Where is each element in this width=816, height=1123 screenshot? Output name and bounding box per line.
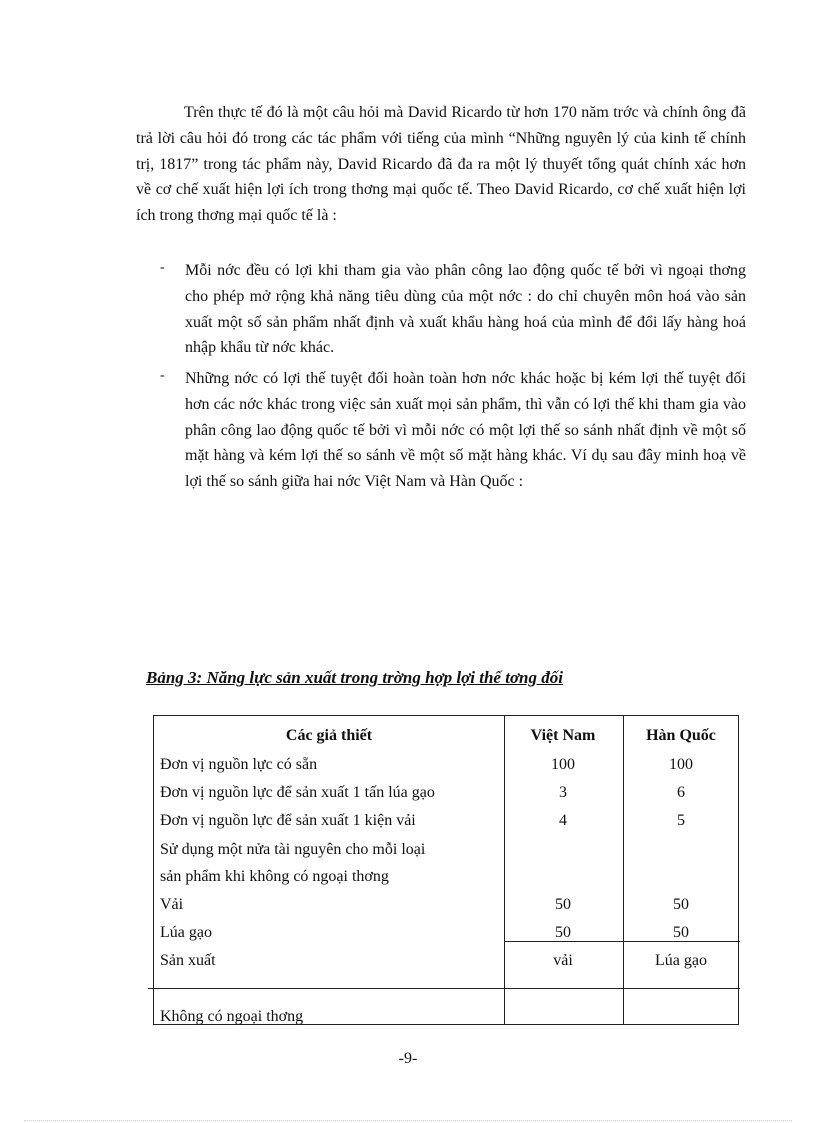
row-label: sản phẩm khi không có ngoại thơng [160,868,389,885]
vietnam-value: 50 [555,896,571,913]
table-row [154,807,740,835]
row-label: Không có ngoại thơng [160,1008,304,1025]
row-label: Đơn vị nguồn lực có sẵn [160,756,318,773]
row-label: Đơn vị nguồn lực để sản xuất 1 kiện vải [160,812,416,829]
korea-value: 50 [673,924,689,941]
bullet-text: Những nớc có lợi thế tuyệt đối hoàn toàn hơn nớc khác hoặc bị kém lợi thế tuyệt đối hơn các nớc khác trong việc sản xuất mọi sản phẩm, thì vẫn có lợi thế khi tham gia vào phân công lao động quốc tế bởi vì mỗi nớc có một lợi thế so sánh nhất định về một số mặt hàng và kém lợi thế so sánh về một số mặt hàng khác. Ví dụ sau đây minh hoạ về lợi thế so sánh giữa hai nớc Việt Nam và Hàn Quốc : [185,370,746,491]
table-row [154,975,740,1003]
table-header-row [154,722,740,750]
vietnam-value: 4 [559,812,567,829]
korea-value: 50 [673,896,689,913]
row-label: Đơn vị nguồn lực để sản xuất 1 tấn lúa gạo [160,784,435,801]
bullet-text: Mỗi nớc đều có lợi khi tham gia vào phân công lao động quốc tế bởi vì ngoại thơng cho phép mở rộng khả năng tiêu dùng của một nớc : do chỉ chuyên môn hoá vào sản xuất một số sản phẩm nhất định và xuất khẩu hàng hoá của mình để đổi lấy hàng hoá nhập khẩu từ nớc khác. [185,262,746,357]
row-label: Sử dụng một nửa tài nguyên cho mỗi loại [160,841,426,858]
korea-value: 100 [669,756,693,773]
header-korea: Hàn Quốc [646,727,716,744]
intro-paragraph: Trên thực tế đó là một câu hỏi mà David Ricardo từ hơn 170 năm trớc và chính ông đã trả lời câu hỏi đó trong các tác phẩm với tiếng của mình “Những nguyên lý của kinh tế chính trị, 1817” trong tác phẩm này, David Ricardo đã đa ra một lý thuyết tổng quát chính xác hơn về cơ chế xuất hiện lợi ích trong thơng mại quốc tế. Theo David Ricardo, cơ chế xuất hiện lợi ích trong thơng mại quốc tế là : [136,104,746,225]
page-number: -9- [398,1050,418,1067]
table-row [154,947,740,975]
header-vietnam: Việt Nam [530,727,596,744]
table-row [154,779,740,807]
korea-value: 5 [677,812,685,829]
row-label: Sản xuất [160,952,216,969]
bullet-marker: - [160,260,165,275]
vietnam-value: 50 [555,924,571,941]
korea-value: 6 [677,784,685,801]
production-table [153,715,739,1025]
table-caption: Bảng 3: Năng lực sản xuất trong trờng hợp lợi thế tơng đối [146,668,563,687]
page-footer-rule [24,1120,792,1121]
bullet-item [160,258,746,361]
bullet-marker: - [160,368,165,383]
korea-value: Lúa gạo [655,952,707,969]
vietnam-value: vải [553,952,573,969]
vietnam-value: 3 [559,784,567,801]
header-assumptions: Các giả thiết [285,727,373,744]
table-row [154,891,740,919]
vietnam-value: 100 [551,756,575,773]
table-row [154,863,740,891]
table-row [154,919,740,947]
row-label: Lúa gạo [160,924,212,941]
table-row [154,836,740,864]
table-row [154,751,740,779]
row-label: Vải [160,896,184,913]
table-row [154,1003,740,1031]
bullet-item [160,366,746,495]
